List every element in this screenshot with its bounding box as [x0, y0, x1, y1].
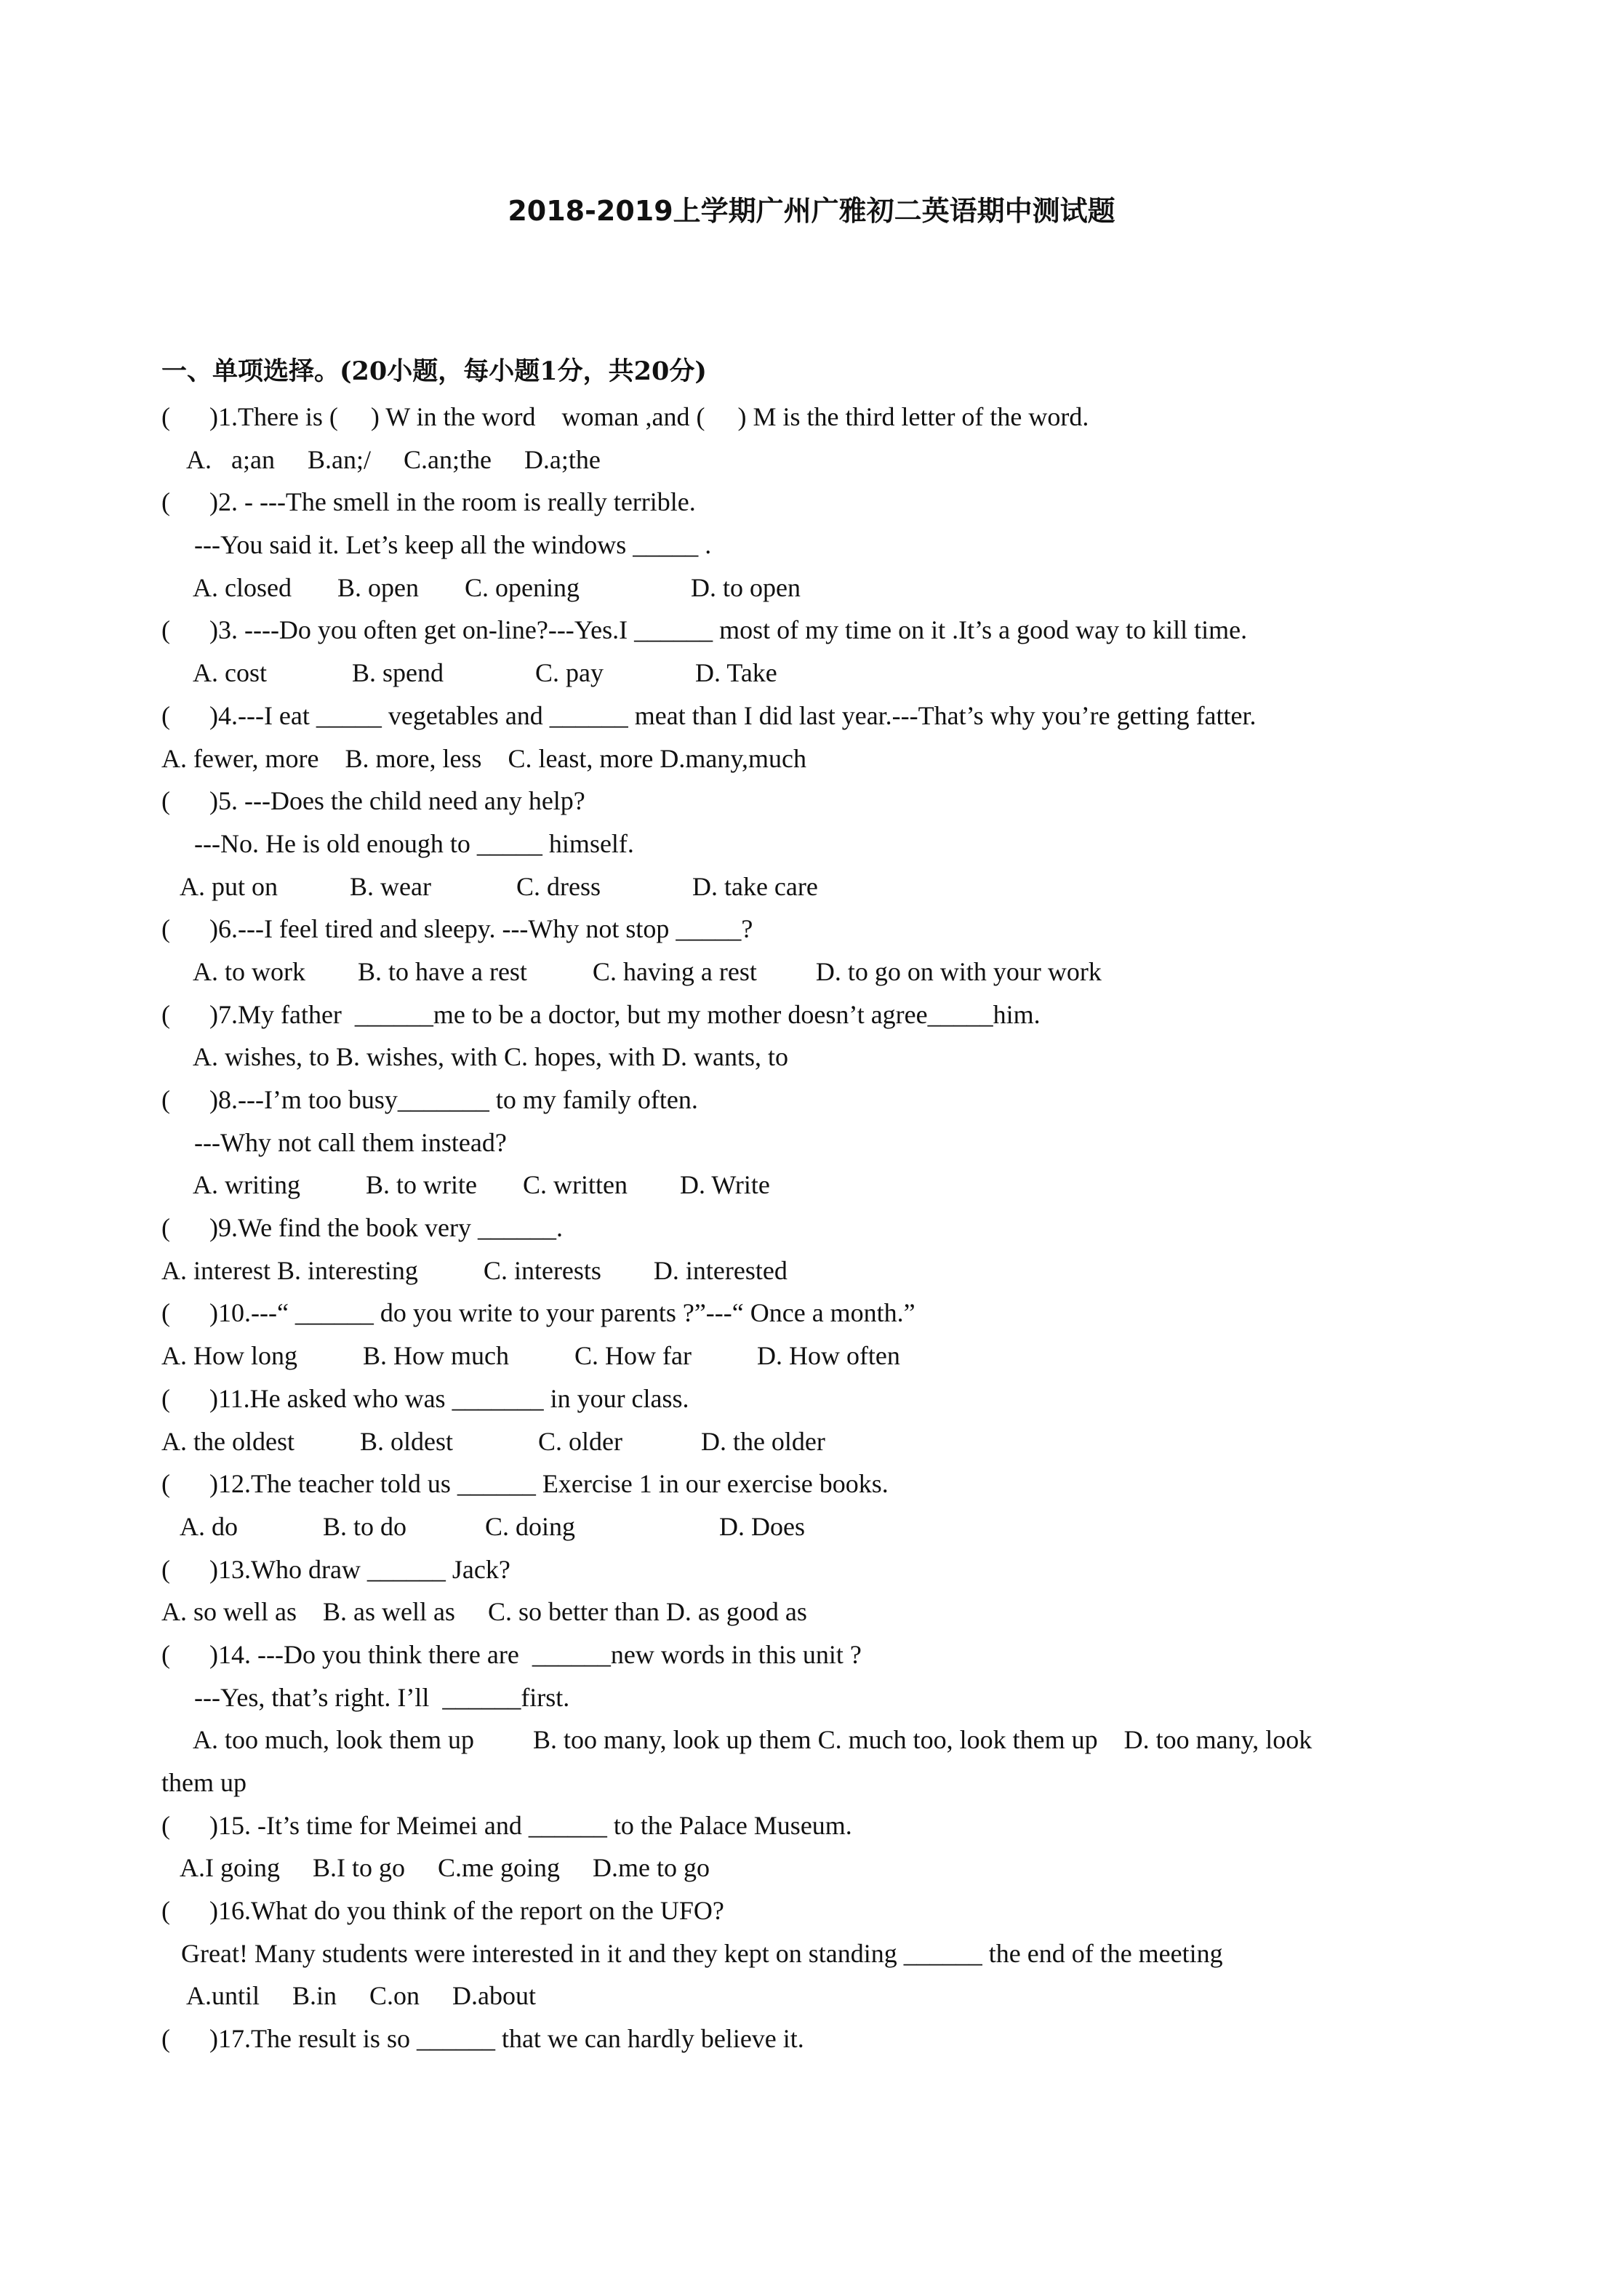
- text-line: A. do B. to do C. doing D. Does: [161, 1511, 806, 1541]
- section-heading: 一、单项选择。(20小题，每小题1分，共20分): [161, 356, 707, 386]
- text-line: ( )5. ---Does the child need any help?: [161, 786, 585, 816]
- text-line: ( )14. ---Do you think there are ______new words in this unit ?: [161, 1639, 862, 1669]
- text-line: A. too much, look them up B. too many, look up them C. much too, look them up D. too many, look: [161, 1725, 1313, 1755]
- text-line: ( )9.We find the book very ______.: [161, 1213, 563, 1243]
- text-line: A. the oldest B. oldest C. older D. the older: [161, 1426, 825, 1456]
- text-line: Great! Many students were interested in it and they kept on standing ______ the end of the meeting: [161, 1938, 1223, 1968]
- text-line: A. wishes, to B. wishes, with C. hopes, with D. wants, to: [161, 1042, 789, 1072]
- text-line: ---Why not call them instead?: [161, 1127, 507, 1157]
- question-list: [161, 348, 1470, 2060]
- text-line: A. closed B. open C. opening D. to open: [161, 572, 801, 602]
- text-line: A. a;an B.an;/ C.an;the D.a;the: [161, 444, 601, 474]
- text-line: ( )4.---I eat _____ vegetables and ______ meat than I did last year.---That’s why you’re getting fatter.: [161, 700, 1257, 730]
- text-line: ---Yes, that’s right. I’ll ______first.: [161, 1682, 570, 1712]
- text-line: A. writing B. to write C. written D. Write: [161, 1170, 770, 1200]
- text-line: A. fewer, more B. more, less C. least, more D.many,much: [161, 743, 807, 773]
- text-line: A.until B.in C.on D.about: [161, 1981, 537, 2011]
- page-title: 2018-2019上学期广州广雅初二英语期中测试题: [508, 195, 1115, 227]
- text-line: A. cost B. spend C. pay D. Take: [161, 658, 777, 688]
- text-line: ( )6.---I feel tired and sleepy. ---Why not stop _____?: [161, 914, 753, 944]
- text-line: ( )7.My father ______me to be a doctor, but my mother doesn’t agree_____him.: [161, 999, 1041, 1029]
- text-line: ---No. He is old enough to _____ himself.: [161, 828, 634, 858]
- text-line: ---You said it. Let’s keep all the windows _____ .: [161, 530, 712, 560]
- text-line: ( )8.---I’m too busy_______ to my family often.: [161, 1085, 698, 1114]
- text-line: ( )13.Who draw ______ Jack?: [161, 1554, 510, 1584]
- text-line: ( )15. -It’s time for Meimei and ______ to the Palace Museum.: [161, 1810, 852, 1840]
- text-line: ( )17.The result is so ______ that we can hardly believe it.: [161, 2024, 804, 2054]
- text-line: A. put on B. wear C. dress D. take care: [161, 871, 818, 901]
- text-line: ( )3. ----Do you often get on-line?---Yes.I ______ most of my time on it .It’s a good way to kill time.: [161, 615, 1248, 645]
- text-line: ( )11.He asked who was _______ in your class.: [161, 1383, 689, 1413]
- text-line: ( )12.The teacher told us ______ Exercise 1 in our exercise books.: [161, 1469, 889, 1499]
- text-line: ( )1.There is ( ) W in the word woman ,and ( ) M is the third letter of the word.: [161, 402, 1089, 431]
- text-line: ( )16.What do you think of the report on the UFO?: [161, 1896, 724, 1926]
- text-line: A. so well as B. as well as C. so better than D. as good as: [161, 1597, 807, 1627]
- text-line: A. How long B. How much C. How far D. How often: [161, 1341, 900, 1371]
- text-line: A. interest B. interesting C. interests D. interested: [161, 1255, 788, 1285]
- text-line: them up: [161, 1768, 247, 1797]
- text-line: A.I going B.I to go C.me going D.me to go: [161, 1853, 710, 1883]
- text-line: ( )10.---“ ______ do you write to your parents ?”---“ Once a month.”: [161, 1298, 915, 1328]
- text-line: A. to work B. to have a rest C. having a rest D. to go on with your work: [161, 956, 1102, 986]
- text-line: ( )2. - ---The smell in the room is really terrible.: [161, 487, 696, 517]
